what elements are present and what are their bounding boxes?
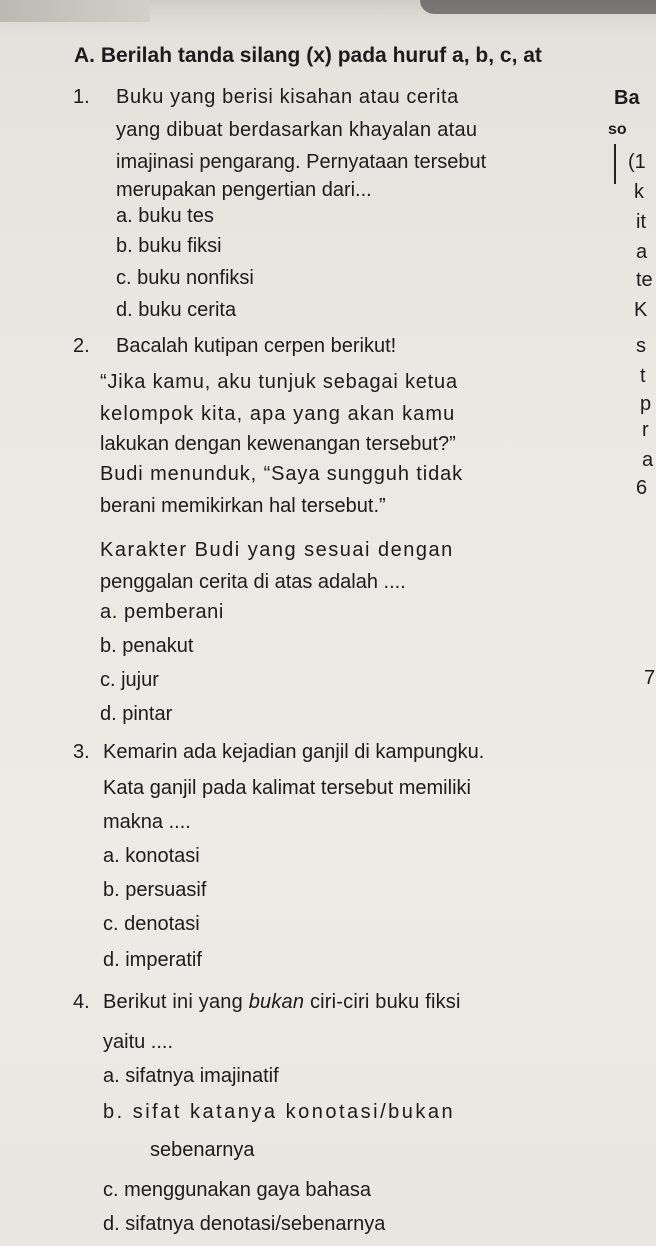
question-4-stem-line-1 (103, 990, 461, 1014)
question-3-option-d[interactable]: d. imperatif (103, 949, 202, 971)
right-column-fragment-13: a (642, 449, 654, 471)
question-4-stem-emphasis: bukan (248, 991, 305, 1013)
right-column-fragment-14: 6 (636, 477, 648, 499)
right-column-fragment-3: (1 (628, 151, 646, 173)
question-3-option-c[interactable]: c. denotasi (103, 913, 200, 935)
question-3-option-b[interactable]: b. persuasif (103, 879, 207, 901)
question-4-stem-suffix: ciri-ciri buku fiksi (304, 991, 461, 1013)
right-column-fragment-5: it (636, 211, 646, 233)
question-4-option-b-continued: sebenarnya (150, 1139, 255, 1161)
question-4-stem-prefix: Berikut ini yang (103, 991, 249, 1013)
question-3-stem-line-2: Kata ganjil pada kalimat tersebut memiliki (103, 777, 471, 799)
section-heading: A. Berilah tanda silang (x) pada huruf a, b, c, at (74, 44, 542, 67)
question-2-stem-line-1: Bacalah kutipan cerpen berikut! (116, 335, 397, 357)
question-3-option-a[interactable]: a. konotasi (103, 845, 200, 867)
right-column-fragment-4: k (634, 181, 644, 203)
question-4-stem-line-2: yaitu .... (103, 1031, 174, 1053)
quote-line-2: kelompok kita, apa yang akan kamu (100, 403, 456, 425)
right-column-fragment-11: p (640, 393, 652, 415)
quote-line-4: Budi menunduk, “Saya sungguh tidak (100, 463, 464, 485)
question-3-stem-line-3: makna .... (103, 811, 191, 833)
question-3-number: 3. (73, 741, 90, 763)
quote-line-3: lakukan dengan kewenangan tersebut?” (100, 433, 456, 455)
quote-line-1: “Jika kamu, aku tunjuk sebagai ketua (100, 371, 458, 393)
question-1-option-d[interactable]: d. buku cerita (116, 299, 237, 321)
question-3-stem-line-1: Kemarin ada kejadian ganjil di kampungku. (103, 741, 485, 763)
question-1-stem-line-3: imajinasi pengarang. Pernyataan tersebut (116, 151, 487, 173)
right-column-fragment-7: te (636, 269, 653, 291)
question-4-option-b[interactable]: b. sifat katanya konotasi/bukan (103, 1101, 456, 1123)
right-column-fragment-8: K (634, 299, 648, 321)
right-column-divider (614, 144, 616, 184)
right-column-fragment-1: Ba (614, 87, 640, 109)
quote-line-5: berani memikirkan hal tersebut.” (100, 495, 386, 517)
question-2-option-a[interactable]: a. pemberani (100, 601, 224, 623)
question-4-number: 4. (73, 991, 90, 1013)
question-1-number: 1. (73, 86, 90, 108)
question-2-number: 2. (73, 335, 90, 357)
question-2-option-d[interactable]: d. pintar (100, 703, 173, 725)
question-2-option-b[interactable]: b. penakut (100, 635, 194, 657)
right-column-fragment-10: t (640, 365, 646, 387)
question-1-option-a[interactable]: a. buku tes (116, 205, 214, 227)
right-column-fragment-2: so (608, 121, 627, 138)
question-2-option-c[interactable]: c. jujur (100, 669, 159, 691)
question-4-option-a[interactable]: a. sifatnya imajinatif (103, 1065, 279, 1087)
question-1-stem-line-2: yang dibuat berdasarkan khayalan atau (116, 119, 478, 141)
question-4-option-c[interactable]: c. menggunakan gaya bahasa (103, 1179, 371, 1201)
question-1-stem-line-4: merupakan pengertian dari... (116, 179, 372, 201)
question-1-stem-line-1: Buku yang berisi kisahan atau cerita (116, 86, 459, 108)
right-column-fragment-9: s (636, 335, 646, 357)
question-4-option-d[interactable]: d. sifatnya denotasi/sebenarnya (103, 1213, 386, 1235)
right-column-fragment-15: 7 (644, 667, 656, 689)
question-2-stem-line-2: Karakter Budi yang sesuai dengan (100, 539, 454, 561)
right-column-fragment-6: a (636, 241, 648, 263)
dark-print-band (420, 0, 656, 14)
page-smudge (0, 0, 150, 22)
right-column-fragment-12: r (642, 419, 649, 441)
question-1-option-b[interactable]: b. buku fiksi (116, 235, 222, 257)
question-2-stem-line-3: penggalan cerita di atas adalah .... (100, 571, 406, 593)
question-1-option-c[interactable]: c. buku nonfiksi (116, 267, 254, 289)
previous-page-edge (0, 0, 656, 40)
